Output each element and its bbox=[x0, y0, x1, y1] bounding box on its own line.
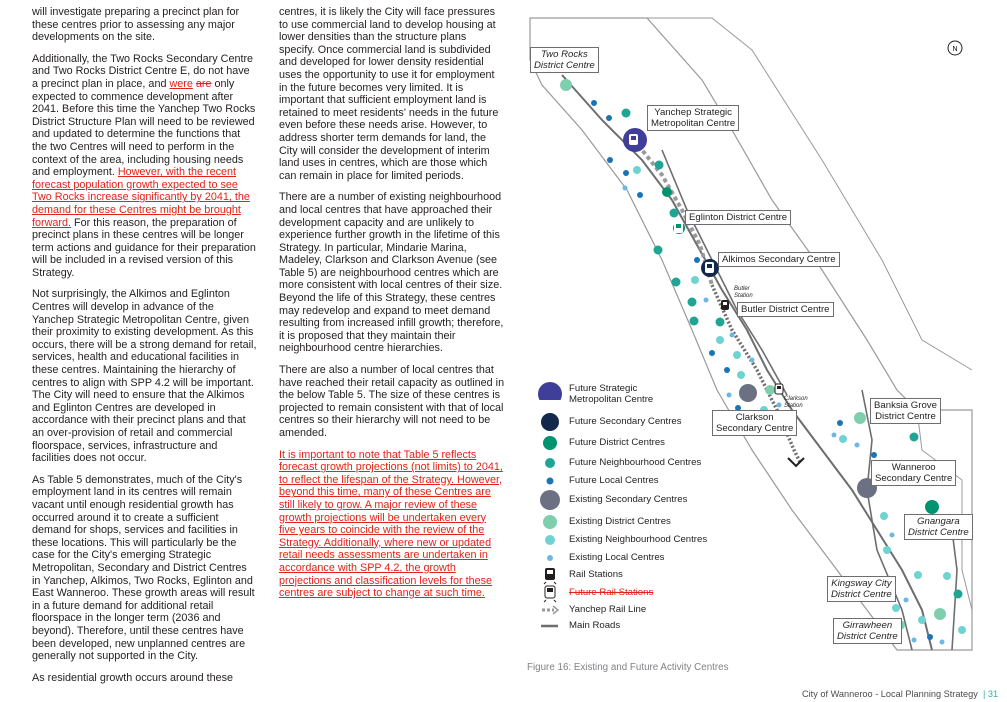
centre-existing-neighbourhood bbox=[918, 616, 926, 624]
left-paragraph-4: As Table 5 demonstrates, much of the City's employment land in its centres will remain vacant until enough residential growth has occurred around it to create a sufficient demand for shops, services and facilities in these locations. This will particularly be the case for the City's emerging Strategic Metropolitan, Secondary and District Centres in Yanchep, Alkimos, Two Rocks, Eglinton and East Wanneroo. These growth areas will result in a future demand for additional retail floorspace in the longer term (2036 and beyond). Therefore, until these centres have been developed, new unplanned centres are generally not supported in the City. bbox=[32, 473, 255, 663]
label-text: Alkimos Secondary Centre bbox=[722, 254, 836, 265]
legend-item bbox=[538, 453, 738, 473]
centre-future-neighbourhood bbox=[622, 109, 631, 118]
centre-existing-neighbourhood bbox=[914, 571, 922, 579]
centre-existing-neighbourhood bbox=[691, 276, 699, 284]
legend-item bbox=[538, 412, 738, 432]
legend-label: Existing Neighbourhood Centres bbox=[569, 534, 708, 545]
legend-label: Rail Stations bbox=[569, 569, 623, 580]
rail-station-icon bbox=[775, 384, 783, 394]
centre-future-neighbourhood bbox=[716, 318, 725, 327]
legend-label: Future Rail Stations bbox=[569, 587, 654, 598]
label-eglinton-district-centre bbox=[685, 210, 791, 225]
centre-future-local bbox=[837, 420, 843, 426]
centre-two-rocks-existing-district bbox=[560, 79, 572, 91]
label-gnangara-district-centre bbox=[904, 514, 973, 540]
legend-item bbox=[538, 512, 738, 532]
centre-existing-neighbourhood bbox=[943, 572, 951, 580]
label-text: Eglinton District Centre bbox=[689, 212, 788, 223]
centre-existing-local bbox=[730, 333, 735, 338]
centre-future-local bbox=[607, 157, 613, 163]
rail-station-icon bbox=[674, 222, 683, 233]
legend-label: Future Local Centres bbox=[569, 475, 659, 486]
future-strategic-centre-icon bbox=[538, 380, 562, 400]
footer-separator: | bbox=[982, 689, 986, 699]
rail-station-icon bbox=[705, 262, 714, 273]
centre-future-district bbox=[662, 187, 672, 197]
future-neighbourhood-centre-icon bbox=[538, 453, 562, 473]
centre-existing-local bbox=[940, 640, 945, 645]
label-two-rocks-district-centre bbox=[530, 47, 599, 73]
centre-existing-local bbox=[623, 186, 628, 191]
label-clarkson-station: Clarkson Station bbox=[784, 396, 808, 409]
centre-future-local bbox=[724, 367, 730, 373]
centre-existing-local bbox=[855, 443, 860, 448]
future-secondary-centre-icon bbox=[538, 412, 562, 432]
label-text: Gnangara District Centre bbox=[908, 516, 969, 538]
legend-label: Main Roads bbox=[569, 620, 621, 631]
page-footer bbox=[802, 689, 998, 699]
centre-future-neighbourhood bbox=[690, 317, 699, 326]
centre-future-neighbourhood bbox=[672, 278, 681, 287]
legend-label: Future Neighbourhood Centres bbox=[569, 457, 702, 468]
label-text: Yanchep Strategic Metropolitan Centre bbox=[651, 107, 736, 129]
centre-existing-district bbox=[765, 385, 775, 395]
inner-boundary-2 bbox=[917, 410, 972, 610]
legend-item bbox=[538, 380, 738, 408]
centre-existing-neighbourhood bbox=[733, 351, 741, 359]
rail-station-icon bbox=[721, 300, 729, 310]
legend-label: Existing Secondary Centres bbox=[569, 494, 688, 505]
footer-title: City of Wanneroo - Local Planning Strategy bbox=[802, 689, 978, 699]
centre-future-neighbourhood bbox=[654, 246, 663, 255]
centre-future-local bbox=[623, 170, 629, 176]
centre-clarkson-existing-secondary bbox=[739, 384, 757, 402]
label-text: Butler District Centre bbox=[741, 304, 830, 315]
middle-text-column bbox=[279, 6, 505, 609]
middle-paragraph-1: centres, it is likely the City will face pressures to use commercial land to develop housing at lower densities than the structure plans specify. Once commercial land is subdivided and developed for lower density residential uses the opportunity to use it for employment in the future becomes very limited. It is important that sufficient employment land is retained to meet residents' needs in the future even before these needs arise. However, to address shorter term demands for land, the City will consider the development of interim land uses in centres, which are those which can remain in place for limited periods. bbox=[279, 6, 499, 182]
future-local-centre-icon bbox=[538, 471, 562, 491]
centre-future-neighbourhood bbox=[688, 298, 697, 307]
middle-paragraph-2: There are a number of existing neighbourhood and local centres that have approached their development capacity and are unlikely to experience further growth in the lifetime of this Strategy. In particular, Mindarie Marina, Madeley, Clarkson and Clarkson Avenue (see Table 5) are neighbourhood centres which are more consistent with local centres of their size. Beyond the life of this Strategy, these centres may redevelop and expand to meet demand resulting from increased infill growth; therefore, it is proposed that they maintain their neighbourhood centre hierarchies. bbox=[279, 191, 504, 355]
label-butler-station: Butler Station bbox=[734, 286, 753, 299]
legend-item bbox=[538, 616, 738, 636]
centre-future-local bbox=[606, 115, 612, 121]
centre-existing-neighbourhood bbox=[880, 512, 888, 520]
centre-existing-neighbourhood bbox=[716, 336, 724, 344]
middle-paragraph-4-amendment: It is important to note that Table 5 reflects forecast growth projections (not limits) to 2041, to reflect the lifespan of the Strategy. However, beyond this time, many of these Centres are still likely to grow. A major review of these growth projections will be undertaken every five years to coincide with the review of the Strategy. Additionally, where new or updated retail needs assessments are undertaken in accordance with SPP 4.2, the growth projections and classification levels for these centres are subject to change at such time. bbox=[279, 448, 503, 600]
centre-future-neighbourhood bbox=[954, 590, 963, 599]
left-paragraph-1: will investigate preparing a precinct plan for these centres prior to assessing any major developments on the site. bbox=[32, 6, 240, 44]
centre-existing-neighbourhood bbox=[633, 166, 641, 174]
centre-future-local bbox=[709, 350, 715, 356]
centre-future-neighbourhood bbox=[655, 161, 664, 170]
centre-kingsway-existing-district bbox=[934, 608, 946, 620]
centre-existing-local bbox=[832, 433, 837, 438]
legend-label: Future District Centres bbox=[569, 437, 665, 448]
legend-item bbox=[538, 530, 738, 550]
centre-existing-local bbox=[704, 298, 709, 303]
label-butler-district-centre bbox=[737, 302, 834, 317]
centre-future-neighbourhood bbox=[670, 209, 679, 218]
centre-future-local bbox=[591, 100, 597, 106]
rail-end-arrow bbox=[788, 458, 804, 466]
label-kingsway-city-district-centre bbox=[827, 576, 896, 602]
centre-future-neighbourhood bbox=[910, 433, 919, 442]
label-wanneroo-secondary-centre bbox=[871, 460, 956, 486]
centre-existing-local bbox=[890, 533, 895, 538]
page-number: 31 bbox=[987, 689, 999, 699]
legend-item bbox=[538, 471, 738, 491]
centre-gnangara-future-district bbox=[925, 500, 939, 514]
legend-label: Existing Local Centres bbox=[569, 552, 665, 563]
centre-existing-neighbourhood bbox=[737, 371, 745, 379]
legend-label: Yanchep Rail Line bbox=[569, 604, 647, 615]
left-text-column bbox=[32, 6, 258, 693]
label-text: Banksia Grove District Centre bbox=[874, 400, 937, 422]
label-text: Two Rocks District Centre bbox=[534, 49, 595, 71]
label-text: Girrawheen District Centre bbox=[837, 620, 898, 642]
legend-item bbox=[538, 490, 738, 510]
label-text: Kingsway City District Centre bbox=[831, 578, 892, 600]
figure-caption: Figure 16: Existing and Future Activity Centres bbox=[527, 662, 729, 673]
centre-existing-neighbourhood bbox=[839, 435, 847, 443]
middle-paragraph-3: There are also a number of local centres that have reached their retail capacity as outlined in the below Table 5. The size of these centres is projected to remain consistent with that of local centres so their hierarchy will not need to be amended. bbox=[279, 364, 505, 439]
legend-label: Future Secondary Centres bbox=[569, 416, 682, 427]
deleted-text: are bbox=[195, 77, 212, 90]
centre-future-local bbox=[871, 452, 877, 458]
label-banksia-grove-district-centre bbox=[870, 398, 941, 424]
label-girrawheen-district-centre bbox=[833, 618, 902, 644]
rail-station-icon bbox=[629, 134, 638, 145]
legend-item bbox=[538, 565, 738, 585]
centre-existing-local bbox=[904, 598, 909, 603]
existing-neighbourhood-centre-icon bbox=[538, 530, 562, 550]
centre-existing-local bbox=[750, 358, 755, 363]
centre-existing-local bbox=[912, 638, 917, 643]
label-yanchep-strategic-centre bbox=[647, 105, 739, 131]
existing-district-centre-icon bbox=[538, 512, 562, 532]
legend-label: Existing District Centres bbox=[569, 516, 671, 527]
existing-secondary-centre-icon bbox=[538, 490, 562, 510]
legend-label: Future Strategic Metropolitan Centre bbox=[569, 383, 654, 405]
label-text: Clarkson Secondary Centre bbox=[716, 412, 794, 434]
centre-existing-neighbourhood bbox=[892, 604, 900, 612]
centre-future-local bbox=[637, 192, 643, 198]
centre-future-local bbox=[694, 257, 700, 263]
left-paragraph-2: Additionally, the Two Rocks Secondary Centre and Two Rocks District Centre E, do not have a precinct plan in place, and were are only expected to commence development after 2041. Before this time the Yanchep Two Rocks District Structure Plan will need to be reviewed and updated to determine the functions that the two Centres will need to perform in the context of the area, including housing needs and employment. However, with the recent forecast population growth expected to see Two Rocks increase significantly by 2041, the demand for these Centres might be brought forward. For this reason, the preparation of precinct plans in these centres will be longer term actions and guidance for their preparation will be included in a revised version of this Strategy. bbox=[32, 52, 256, 279]
inserted-text: However, with the recent forecast population growth expected to see Two Rocks increase significantly by 2041, the demand for these Centres might be brought forward. bbox=[32, 166, 250, 229]
centre-existing-local bbox=[777, 403, 782, 408]
label-text: Wanneroo Secondary Centre bbox=[875, 462, 953, 484]
legend-item bbox=[538, 433, 738, 453]
label-alkimos-secondary-centre bbox=[718, 252, 840, 267]
left-paragraph-5: As residential growth occurs around these bbox=[32, 671, 234, 684]
future-district-centre-icon bbox=[538, 433, 562, 453]
centre-banksia-existing-district bbox=[854, 412, 866, 424]
main-road-icon bbox=[538, 616, 562, 636]
centre-existing-neighbourhood bbox=[958, 626, 966, 634]
centre-future-local bbox=[927, 634, 933, 640]
centre-existing-neighbourhood bbox=[883, 546, 891, 554]
inserted-text: were bbox=[169, 77, 193, 90]
main-road bbox=[662, 150, 787, 395]
north-label: N bbox=[952, 46, 958, 53]
left-paragraph-3: Not surprisingly, the Alkimos and Eglinton Centres will develop in advance of the Yanchep Strategic Metropolitan Centre, given their proximity to existing development. As this occurs, there will be a strong demand for retail, services, health and educational facilities in these centres. Maintaining the hierarchy of centres to align with SPP 4.2 will be important. The City will need to ensure that the Alkimos and Eglinton Centres are developed in accordance with their precinct plans and that an over-provision of retail and commercial floorspace, services, infrastructure and facilities does not occur. bbox=[32, 288, 257, 465]
rail-station-icon bbox=[538, 565, 562, 585]
